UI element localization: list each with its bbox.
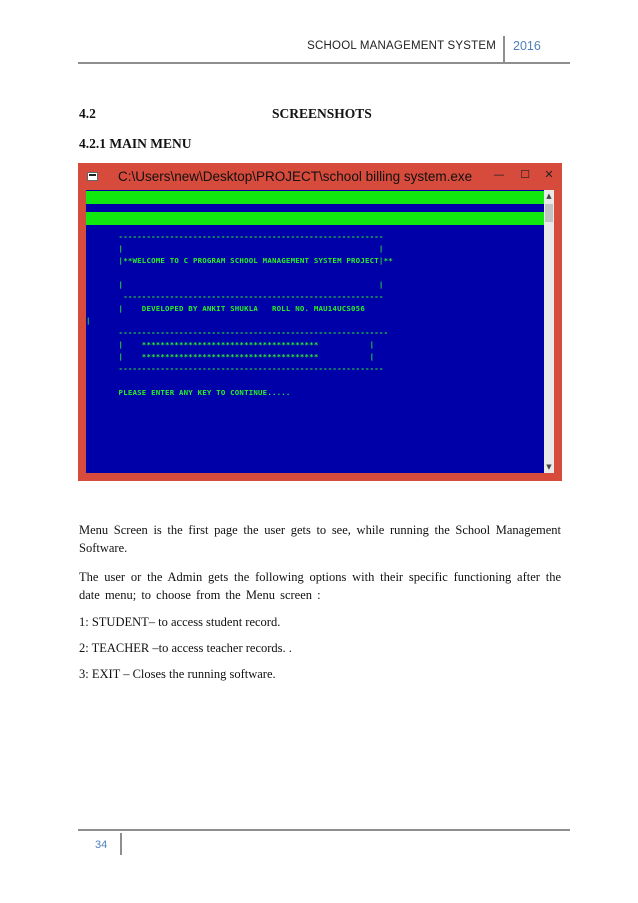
paragraph-options: The user or the Admin gets the following options with their specific functioning after the date menu; to choose from the Menu screen : bbox=[79, 570, 561, 602]
console-text bbox=[86, 231, 544, 399]
console-green-bar bbox=[86, 191, 544, 204]
page-header bbox=[0, 30, 638, 64]
console-app-icon bbox=[87, 172, 98, 181]
console-green-bar bbox=[86, 212, 544, 225]
option-exit: 3: EXIT – Closes the running software. bbox=[79, 667, 276, 681]
scroll-up-icon: ▲ bbox=[546, 192, 552, 200]
header-title: SCHOOL MANAGEMENT SYSTEM bbox=[307, 40, 496, 52]
console-line: | | bbox=[86, 244, 384, 253]
footer-divider bbox=[120, 833, 122, 855]
option-student: 1: STUDENT– to access student record. bbox=[79, 615, 281, 629]
section-number: 4.2 bbox=[79, 106, 96, 121]
console-output bbox=[86, 190, 544, 473]
console-line: ---------------------------------------------------------- bbox=[86, 328, 389, 337]
scroll-down-icon: ▼ bbox=[546, 463, 552, 471]
console-line: -------------------------------------------------------- bbox=[86, 292, 384, 301]
footer-rule bbox=[78, 829, 570, 831]
page-number: 34 bbox=[95, 839, 108, 851]
subsection-title: 4.2.1 MAIN MENU bbox=[79, 136, 192, 151]
console-line: | bbox=[86, 316, 91, 325]
maximize-icon: ☐ bbox=[520, 168, 530, 181]
option-teacher: 2: TEACHER –to access teacher records. . bbox=[79, 641, 292, 655]
minimize-icon: — bbox=[493, 168, 505, 181]
console-line: | ************************************** | bbox=[86, 340, 375, 349]
console-line: | | bbox=[86, 280, 384, 289]
console-line bbox=[86, 375, 544, 387]
scrollbar-thumb bbox=[545, 204, 553, 222]
console-line bbox=[86, 267, 544, 279]
section-title: SCREENSHOTS bbox=[272, 106, 372, 121]
window-titlebar bbox=[78, 163, 562, 189]
header-rule bbox=[78, 62, 570, 64]
close-icon: ✕ bbox=[544, 168, 554, 181]
console-line: | ************************************** | bbox=[86, 352, 375, 361]
console-window-screenshot bbox=[78, 163, 562, 481]
console-line: | DEVELOPED BY ANKIT SHUKLA ROLL NO. MAU14UCS056 bbox=[86, 304, 365, 313]
header-divider bbox=[503, 36, 505, 62]
console-line: --------------------------------------------------------- bbox=[86, 232, 384, 241]
console-line: PLEASE ENTER ANY KEY TO CONTINUE..... bbox=[86, 388, 291, 397]
console-scrollbar bbox=[544, 190, 554, 473]
paragraph-menu-screen: Menu Screen is the first page the user gets to see, while running the School Management Software. bbox=[79, 523, 561, 555]
window-title: C:\Users\new\Desktop\PROJECT\school billing system.exe bbox=[118, 169, 473, 184]
header-year: 2016 bbox=[513, 39, 541, 53]
console-line: --------------------------------------------------------- bbox=[86, 364, 384, 373]
console-line: |**WELCOME TO C PROGRAM SCHOOL MANAGEMENT SYSTEM PROJECT|** bbox=[86, 256, 393, 265]
